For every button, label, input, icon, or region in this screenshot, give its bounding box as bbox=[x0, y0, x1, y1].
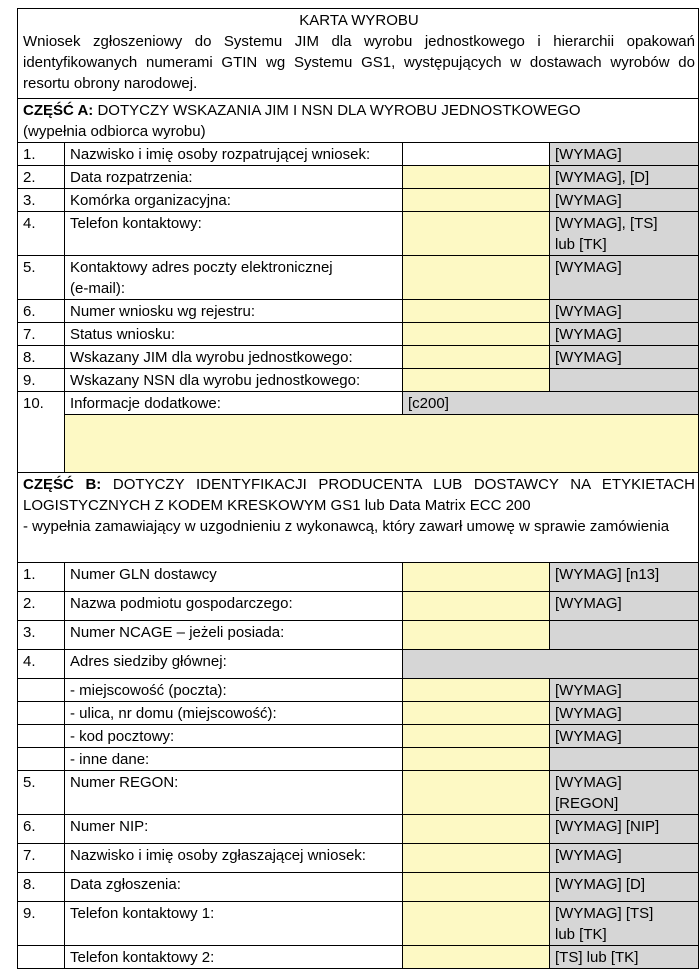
field-label: Numer wniosku wg rejestru: bbox=[65, 300, 403, 323]
requirement-tag: [c200] bbox=[403, 392, 699, 415]
part-a-note: (wypełnia odbiorca wyrobu) bbox=[23, 123, 206, 140]
street-input[interactable] bbox=[403, 702, 550, 725]
row-number: 2. bbox=[18, 592, 65, 621]
field-label: Nazwisko i imię osoby rozpatrującej wniosek: bbox=[65, 143, 403, 166]
field-label: Numer NCAGE – jeżeli posiada: bbox=[65, 621, 403, 650]
product-card-form bbox=[17, 8, 699, 969]
nip-input[interactable] bbox=[403, 815, 550, 844]
jim-input[interactable] bbox=[403, 346, 550, 369]
requirement-tag: [WYMAG] [n13] bbox=[550, 563, 699, 592]
row-number: 3. bbox=[18, 189, 65, 212]
field-label: Komórka organizacyjna: bbox=[65, 189, 403, 212]
phone-1-input[interactable] bbox=[403, 902, 550, 946]
part-b-prefix: CZĘŚĆ B: bbox=[23, 476, 102, 493]
requirement-tag: [WYMAG] bbox=[550, 346, 699, 369]
row-number: 9. bbox=[18, 902, 65, 946]
field-label: Nazwa podmiotu gospodarczego: bbox=[65, 592, 403, 621]
row-number: 6. bbox=[18, 815, 65, 844]
field-label: Nazwisko i imię osoby zgłaszającej wniosek: bbox=[65, 844, 403, 873]
reviewer-name-input[interactable] bbox=[403, 143, 550, 166]
nsn-input[interactable] bbox=[403, 369, 550, 392]
part-a-prefix: CZĘŚĆ A: bbox=[23, 102, 94, 119]
requirement-line: [WYMAG], [TS] bbox=[555, 215, 658, 232]
request-status-input[interactable] bbox=[403, 323, 550, 346]
part-b-note: - wypełnia zamawiający w uzgodnieniu z wykonawcą, który zawarł umowę w sprawie zamówienia bbox=[23, 518, 670, 535]
requirement-tag: [WYMAG] [D] bbox=[550, 873, 699, 902]
row-number: 9. bbox=[18, 369, 65, 392]
field-label: Adres siedziby głównej: bbox=[65, 650, 403, 679]
row-number: 8. bbox=[18, 873, 65, 902]
requirement-line: [WYMAG] [TS] bbox=[555, 905, 654, 922]
submission-date-input[interactable] bbox=[403, 873, 550, 902]
requirement-tag bbox=[550, 771, 699, 815]
review-date-input[interactable] bbox=[403, 166, 550, 189]
row-number bbox=[18, 946, 65, 969]
org-unit-input[interactable] bbox=[403, 189, 550, 212]
requirement-tag: [WYMAG] bbox=[550, 702, 699, 725]
row-number bbox=[18, 725, 65, 748]
row-number bbox=[18, 679, 65, 702]
row-number: 3. bbox=[18, 621, 65, 650]
row-number: 4. bbox=[18, 212, 65, 256]
field-label bbox=[65, 256, 403, 300]
field-label: Informacje dodatkowe: bbox=[65, 392, 403, 415]
requirement-tag: [WYMAG] bbox=[550, 592, 699, 621]
requirement-tag: [TS] lub [TK] bbox=[550, 946, 699, 969]
form-header bbox=[18, 9, 699, 99]
requirement-tag: [WYMAG] bbox=[550, 256, 699, 300]
field-label: Wskazany JIM dla wyrobu jednostkowego: bbox=[65, 346, 403, 369]
applicant-name-input[interactable] bbox=[403, 844, 550, 873]
requirement-line: [WYMAG] bbox=[555, 774, 622, 791]
requirement-tag bbox=[550, 369, 699, 392]
regon-input[interactable] bbox=[403, 771, 550, 815]
row-number: 5. bbox=[18, 771, 65, 815]
field-label: Data zgłoszenia: bbox=[65, 873, 403, 902]
email-input[interactable] bbox=[403, 256, 550, 300]
row-number bbox=[18, 748, 65, 771]
row-number: 5. bbox=[18, 256, 65, 300]
field-label: Numer NIP: bbox=[65, 815, 403, 844]
requirement-tag: [WYMAG] bbox=[550, 143, 699, 166]
requirement-tag: [WYMAG], [D] bbox=[550, 166, 699, 189]
requirement-line: lub [TK] bbox=[555, 926, 607, 943]
requirement-tag bbox=[550, 748, 699, 771]
address-heading-cell bbox=[403, 650, 699, 679]
row-number: 1. bbox=[18, 143, 65, 166]
field-label: Telefon kontaktowy 2: bbox=[65, 946, 403, 969]
row-number: 7. bbox=[18, 844, 65, 873]
field-label: Status wniosku: bbox=[65, 323, 403, 346]
requirement-tag bbox=[550, 621, 699, 650]
field-label: - kod pocztowy: bbox=[65, 725, 403, 748]
part-a-title: DOTYCZY WSKAZANIA JIM I NSN DLA WYROBU JEDNOSTKOWEGO bbox=[93, 102, 581, 119]
field-label: - ulica, nr domu (miejscowość): bbox=[65, 702, 403, 725]
part-a-heading bbox=[18, 99, 699, 143]
requirement-tag bbox=[550, 902, 699, 946]
row-number: 8. bbox=[18, 346, 65, 369]
field-label: Wskazany NSN dla wyrobu jednostkowego: bbox=[65, 369, 403, 392]
part-b-heading bbox=[18, 473, 699, 563]
field-label: - inne dane: bbox=[65, 748, 403, 771]
row-number: 1. bbox=[18, 563, 65, 592]
field-label: Numer REGON: bbox=[65, 771, 403, 815]
requirement-tag bbox=[550, 212, 699, 256]
field-label: Telefon kontaktowy 1: bbox=[65, 902, 403, 946]
row-number: 7. bbox=[18, 323, 65, 346]
gln-input[interactable] bbox=[403, 563, 550, 592]
part-b-title: DOTYCZY IDENTYFIKACJI PRODUCENTA LUB DOSTAWCY NA ETYKIETACH LOGISTYCZNYCH Z KODEM KRESKOWYM GS1 lub Data Matrix ECC 200 bbox=[23, 476, 695, 514]
requirement-tag: [WYMAG] bbox=[550, 300, 699, 323]
form-title: KARTA WYROBU bbox=[299, 12, 419, 29]
requirement-line: lub [TK] bbox=[555, 236, 607, 253]
label-line: (e-mail): bbox=[70, 280, 125, 297]
requirement-tag: [WYMAG] [NIP] bbox=[550, 815, 699, 844]
phone-2-input[interactable] bbox=[403, 946, 550, 969]
row-number: 4. bbox=[18, 650, 65, 679]
requirement-tag: [WYMAG] bbox=[550, 844, 699, 873]
postal-code-input[interactable] bbox=[403, 725, 550, 748]
row-number bbox=[18, 702, 65, 725]
request-number-input[interactable] bbox=[403, 300, 550, 323]
row-number: 6. bbox=[18, 300, 65, 323]
field-label: Telefon kontaktowy: bbox=[65, 212, 403, 256]
form-intro: Wniosek zgłoszeniowy do Systemu JIM dla wyrobu jednostkowego i hierarchii opakowań identyfikowanych numerami GTIN wg Systemu GS1, występujących w dostawach wyrobów do resortu obrony narodowej. bbox=[23, 33, 695, 92]
field-label: - miejscowość (poczta): bbox=[65, 679, 403, 702]
requirement-tag: [WYMAG] bbox=[550, 323, 699, 346]
additional-info-textarea[interactable] bbox=[65, 415, 699, 473]
row-number: 10. bbox=[18, 392, 65, 473]
row-number: 2. bbox=[18, 166, 65, 189]
company-name-input[interactable] bbox=[403, 592, 550, 621]
requirement-tag: [WYMAG] bbox=[550, 679, 699, 702]
field-label: Data rozpatrzenia: bbox=[65, 166, 403, 189]
requirement-tag: [WYMAG] bbox=[550, 725, 699, 748]
requirement-line: [REGON] bbox=[555, 795, 619, 812]
field-label: Numer GLN dostawcy bbox=[65, 563, 403, 592]
other-data-input[interactable] bbox=[403, 748, 550, 771]
label-line: Kontaktowy adres poczty elektronicznej bbox=[70, 259, 333, 276]
city-input[interactable] bbox=[403, 679, 550, 702]
contact-phone-input[interactable] bbox=[403, 212, 550, 256]
requirement-tag: [WYMAG] bbox=[550, 189, 699, 212]
ncage-input[interactable] bbox=[403, 621, 550, 650]
